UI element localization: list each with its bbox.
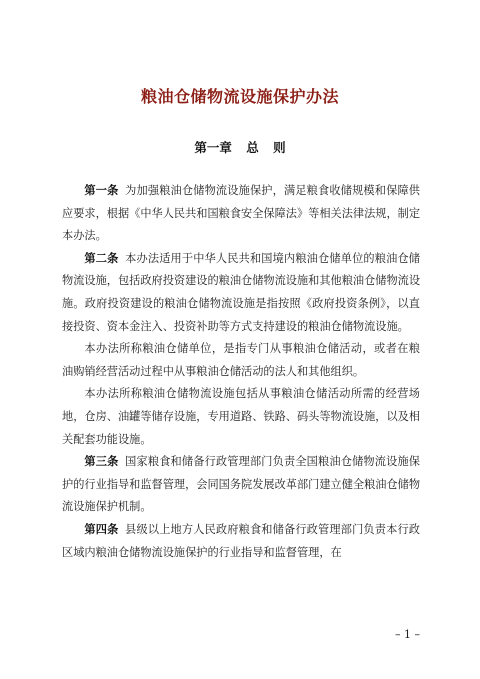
article-paragraph <box>62 180 420 248</box>
article-number: 第一条 <box>84 184 119 197</box>
paragraph-text: 本办法所称粮油仓储物流设施包括从事粮油仓储活动所需的经营场地，仓房、油罐等储存设施，专用道路、铁路、码头等物流设施，以及相关配套功能设施。 <box>62 387 421 446</box>
document-body <box>62 180 420 564</box>
chapter-heading: 第一章 总 则 <box>194 140 286 155</box>
article-number: 第四条 <box>84 522 119 536</box>
document-title: 粮油仓储物流设施保护办法 <box>140 87 339 106</box>
page-number: – 1 – <box>395 628 420 641</box>
article-paragraph <box>62 451 420 519</box>
paragraph-text: 县级以上地方人民政府粮食和储备行政管理部门负责本行政区域内粮油仓储物流设施保护的行业指导和监督管理，在 <box>62 522 420 559</box>
article-paragraph <box>62 519 420 564</box>
paragraph-text: 国家粮食和储备行政管理部门负责全国粮油仓储物流设施保护的行业指导和监督管理，会同国务院发展改革部门建立健全粮油仓储物流设施保护机制。 <box>62 455 421 514</box>
paragraph-text: 本办法所称粮油仓储单位，是指专门从事粮油仓储活动，或者在粮油购销经营活动过程中从事粮油仓储活动的法人和其他组织。 <box>62 342 420 378</box>
paragraph-text: 为加强粮油仓储物流设施保护，满足粮食收储规模和保障供应要求，根据《中华人民共和国粮食安全保障法》等相关法律法规，制定本办法。 <box>62 184 421 243</box>
article-number: 第二条 <box>84 251 119 265</box>
article-paragraph <box>62 338 420 383</box>
article-paragraph <box>62 248 420 338</box>
paragraph-text: 本办法适用于中华人民共和国境内粮油仓储单位的粮油仓储物流设施，包括政府投资建设的粮油仓储物流设施和其他粮油仓储物流设施。政府投资建设的粮油仓储物流设施是指按照《政府投资条例》，以直接投资、资本金注入、投资补助等方式支持建设的粮油仓储物流设施。 <box>62 251 421 333</box>
article-paragraph <box>62 383 420 451</box>
article-number: 第三条 <box>84 455 119 469</box>
